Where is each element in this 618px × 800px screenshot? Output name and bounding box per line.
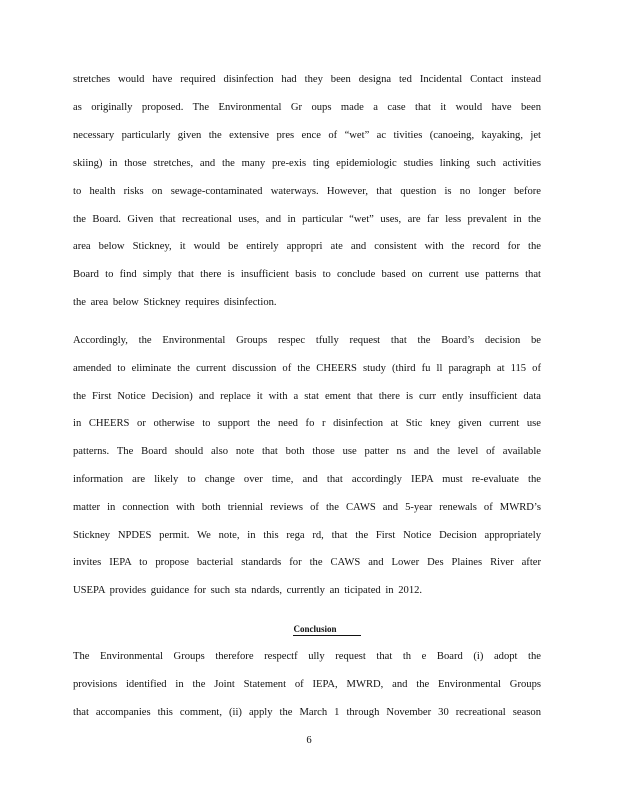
- text-line: Stickney NPDES permit. We note, in this rega rd, that the First Notice Decision appropriately: [73, 530, 541, 541]
- text-line: information are likely to change over time, and that accordingly IEPA must re-evaluate the: [73, 474, 541, 485]
- text-line: necessary particularly given the extensive pres ence of “wet” ac tivities (canoeing, kayaking, jet: [73, 130, 541, 141]
- text-line: amended to eliminate the current discussion of the CHEERS study (third fu ll paragraph at 115 of: [73, 363, 541, 374]
- text-line: invites IEPA to propose bacterial standards for the CAWS and Lower Des Plaines River after: [73, 557, 541, 568]
- text-line: skiing) in those stretches, and the many pre-exis ting epidemiologic studies linking such activities: [73, 158, 541, 169]
- text-line: stretches would have required disinfection had they been designa ted Incidental Contact instead: [73, 74, 541, 85]
- text-line: to health risks on sewage-contaminated waterways. However, that question is no longer before: [73, 186, 541, 197]
- text-line: USEPA provides guidance for such sta ndards, currently an ticipated in 2012.: [73, 585, 423, 596]
- section-heading-text: Conclusion: [293, 623, 360, 636]
- text-line: that accompanies this comment, (ii) apply the March 1 through November 30 recreational season: [73, 707, 541, 718]
- page-number: 6: [306, 735, 312, 746]
- text-line: area below Stickney, it would be entirely appropri ate and consistent with the record for the: [73, 241, 541, 252]
- text-line: provisions identified in the Joint Statement of IEPA, MWRD, and the Environmental Groups: [73, 679, 541, 690]
- text-line: in CHEERS or otherwise to support the need fo r disinfection at Stic kney given current use: [73, 418, 541, 429]
- text-line: the Board. Given that recreational uses, and in particular “wet” uses, are far less prevalent in the: [73, 214, 541, 225]
- text-line: as originally proposed. The Environmental Gr oups made a case that it would have been: [73, 102, 541, 113]
- text-line: Accordingly, the Environmental Groups respec tfully request that the Board’s decision be: [73, 335, 541, 346]
- text-line: The Environmental Groups therefore respectf ully request that th e Board (i) adopt the: [73, 651, 541, 662]
- text-line: patterns. The Board should also note that both those use patter ns and the level of available: [73, 446, 541, 457]
- text-line: matter in connection with both triennial reviews of the CAWS and 5-year renewals of MWRD’s: [73, 502, 541, 513]
- text-line: the First Notice Decision) and replace it with a stat ement that there is curr ently insufficient data: [73, 391, 541, 402]
- text-line: the area below Stickney requires disinfection.: [73, 297, 277, 308]
- section-heading: [0, 623, 618, 636]
- text-line: Board to find simply that there is insufficient basis to conclude based on current use patterns that: [73, 269, 541, 280]
